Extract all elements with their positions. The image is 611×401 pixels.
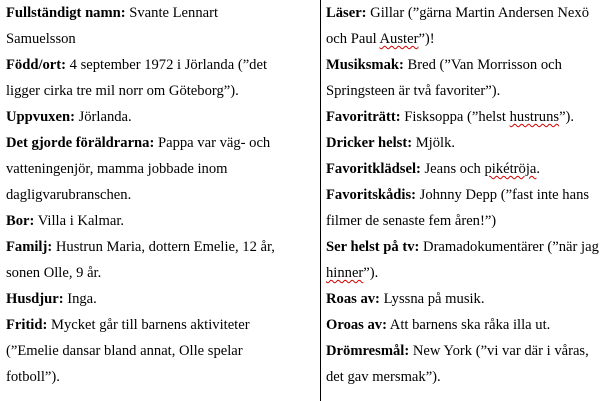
entry-actor <box>326 182 606 234</box>
value-actor: Johnny Depp (”fast inte hans filmer de senaste fem åren!”) <box>326 187 590 229</box>
entry-worried <box>326 312 606 338</box>
entry-dream-trip <box>326 338 606 390</box>
entry-parents <box>6 130 286 208</box>
value-reads-pre: Gillar (”gärna Martin Andersen Nexö och Paul <box>326 5 590 47</box>
entry-leisure <box>6 312 286 390</box>
value-raised: Jörlanda. <box>74 109 132 125</box>
label-raised: Uppvuxen: <box>6 109 75 125</box>
label-amused: Roas av: <box>326 291 380 307</box>
value-tv-post: ”). <box>363 265 379 281</box>
value-dish-post: ”). <box>559 109 575 125</box>
value-pets: Inga. <box>63 291 97 307</box>
entry-drinks <box>326 130 606 156</box>
value-reads-post: ”)! <box>418 31 435 47</box>
label-born: Född/ort: <box>6 57 66 73</box>
entry-music <box>326 52 606 104</box>
spellcheck-word-reads: Auster <box>379 31 419 47</box>
right-column <box>326 0 606 390</box>
value-tv-pre: Dramadokumentärer (”när jag <box>419 239 599 255</box>
value-worried: Att barnens ska råka illa ut. <box>386 317 551 333</box>
entry-family <box>6 234 286 286</box>
value-music: Bred (”Van Morrisson och Springsteen är två favoriter”). <box>326 57 562 99</box>
label-dream-trip: Drömresmål: <box>326 343 410 359</box>
entry-lives <box>6 208 286 234</box>
label-lives: Bor: <box>6 213 35 229</box>
spellcheck-word-dish: hustruns <box>509 109 560 125</box>
label-leisure: Fritid: <box>6 317 48 333</box>
value-full-name: Svante Lennart Samuelsson <box>6 5 219 47</box>
entry-reads <box>326 0 606 52</box>
value-family: Hustrun Maria, dottern Emelie, 12 år, sonen Olle, 9 år. <box>6 239 275 281</box>
entry-full-name <box>6 0 286 52</box>
value-parents: Pappa var väg- och vatteningenjör, mamma jobbade inom dagligvarubranschen. <box>6 135 271 203</box>
label-drinks: Dricker helst: <box>326 135 413 151</box>
value-drinks: Mjölk. <box>412 135 456 151</box>
value-dish-pre: Fisksoppa (”helst <box>400 109 510 125</box>
value-lives: Villa i Kalmar. <box>34 213 125 229</box>
value-clothing-post: . <box>536 161 541 177</box>
entry-born <box>6 52 286 104</box>
label-pets: Husdjur: <box>6 291 64 307</box>
label-music: Musiksmak: <box>326 57 404 73</box>
label-family: Familj: <box>6 239 53 255</box>
spellcheck-word-tv: hinner <box>326 265 364 281</box>
value-born: 4 september 1972 i Jörlanda (”det ligger cirka tre mil norr om Göteborg”). <box>6 57 268 99</box>
entry-dish <box>326 104 606 130</box>
label-reads: Läser: <box>326 5 367 21</box>
entry-pets <box>6 286 286 312</box>
label-tv: Ser helst på tv: <box>326 239 420 255</box>
left-column <box>6 0 286 390</box>
label-dish: Favoriträtt: <box>326 109 401 125</box>
spellcheck-word-clothing: pikétröja <box>484 161 537 177</box>
entry-raised <box>6 104 286 130</box>
entry-tv <box>326 234 606 286</box>
entry-amused <box>326 286 606 312</box>
label-actor: Favoritskådis: <box>326 187 416 203</box>
entry-clothing <box>326 156 606 182</box>
label-worried: Oroas av: <box>326 317 387 333</box>
value-clothing-pre: Jeans och <box>420 161 485 177</box>
label-parents: Det gjorde föräldrarna: <box>6 135 155 151</box>
label-clothing: Favoritklädsel: <box>326 161 421 177</box>
value-leisure: Mycket går till barnens aktiviteter (”Emelie dansar bland annat, Olle spelar fotboll”). <box>6 317 250 385</box>
value-amused: Lyssna på musik. <box>379 291 485 307</box>
column-divider <box>320 0 321 401</box>
value-dream-trip: New York (”vi var där i våras, det gav mersmak”). <box>326 343 589 385</box>
label-full-name: Fullständigt namn: <box>6 5 126 21</box>
